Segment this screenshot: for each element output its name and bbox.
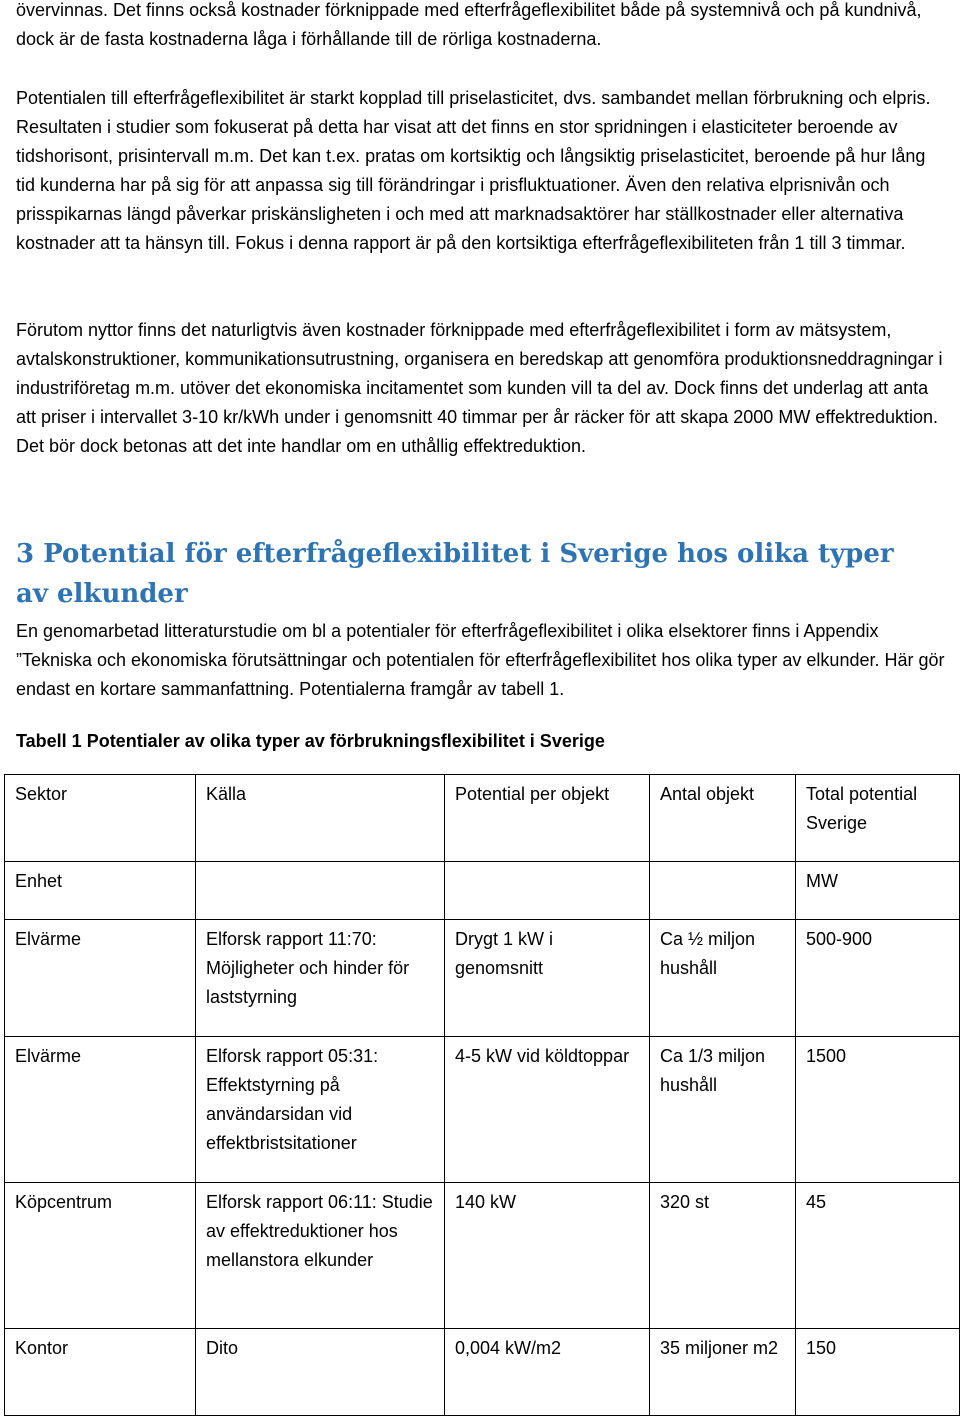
- table-row: [5, 1037, 960, 1183]
- table-cell: Enhet: [5, 862, 196, 920]
- table-cell: MW: [796, 862, 960, 920]
- table-cell: 320 st: [650, 1183, 796, 1329]
- section-heading: 3 Potential för efterfrågeflexibilitet i Sverige hos olika typer av elkunder: [16, 539, 894, 609]
- table-row: [5, 1329, 960, 1416]
- table-cell: Ca ½ miljon hushåll: [650, 920, 796, 1037]
- table-cell: 500-900: [796, 920, 960, 1037]
- table-cell: [196, 862, 445, 920]
- paragraph-costs-benefits: Förutom nyttor finns det naturligtvis även kostnader förknippade med efterfrågeflexibilitet i form av mätsystem, avtalskonstruktioner, kommunikationsutrustning, organisera en beredskap att genomföra produktionsneddragningar i industriföretag m.m. utöver det ekonomiska incitamentet som kunden vill ta del av. Dock finns det underlag att anta att priser i intervallet 3-10 kr/kWh under i genomsnitt 40 timmar per år räcker för att skapa 2000 MW effektreduktion. Det bör dock betonas att det inte handlar om en uthållig effektreduktion.: [16, 320, 943, 456]
- header-cell-antal-objekt: Antal objekt: [650, 775, 796, 862]
- table-cell: Ca 1/3 miljon hushåll: [650, 1037, 796, 1183]
- table-cell: Elvärme: [5, 920, 196, 1037]
- table-unit-row: [5, 862, 960, 920]
- table-row: [5, 1183, 960, 1329]
- table-cell: 0,004 kW/m2: [445, 1329, 650, 1416]
- table-cell: [650, 862, 796, 920]
- header-cell-kalla: Källa: [196, 775, 445, 862]
- table-cell: Kontor: [5, 1329, 196, 1416]
- table-cell: Köpcentrum: [5, 1183, 196, 1329]
- table-cell: 45: [796, 1183, 960, 1329]
- table-cell: Elforsk rapport 05:31: Effektstyrning på användarsidan vid effektbristsitationer: [196, 1037, 445, 1183]
- table-cell: [445, 862, 650, 920]
- table-cell: Elforsk rapport 06:11: Studie av effektreduktioner hos mellanstora elkunder: [196, 1183, 445, 1329]
- table-cell: 4-5 kW vid köldtoppar: [445, 1037, 650, 1183]
- table-cell: Elvärme: [5, 1037, 196, 1183]
- table-cell: 150: [796, 1329, 960, 1416]
- table-cell: 35 miljoner m2: [650, 1329, 796, 1416]
- table-caption: Tabell 1 Potentialer av olika typer av förbrukningsflexibilitet i Sverige: [16, 731, 605, 751]
- header-cell-potential-per-objekt: Potential per objekt: [445, 775, 650, 862]
- table-cell: 140 kW: [445, 1183, 650, 1329]
- header-cell-total-potential: Total potential Sverige: [796, 775, 960, 862]
- table-header-row: [5, 775, 960, 862]
- header-cell-sektor: Sektor: [5, 775, 196, 862]
- paragraph-literature-study: En genomarbetad litteraturstudie om bl a potentialer för efterfrågeflexibilitet i olika elsektorer finns i Appendix ”Tekniska och ekonomiska förutsättningar och potentialen för efterfrågeflexibilitet hos olika typer av elkunder. Här gör endast en kortare sammanfattning. Potentialerna framgår av tabell 1.: [16, 621, 945, 699]
- table-cell: Dito: [196, 1329, 445, 1416]
- table-cell: 1500: [796, 1037, 960, 1183]
- paragraph-costs-intro: övervinnas. Det finns också kostnader förknippade med efterfrågeflexibilitet både på systemnivå och på kundnivå, dock är de fasta kostnaderna låga i förhållande till de rörliga kostnaderna.: [16, 0, 922, 49]
- table-cell: Drygt 1 kW i genomsnitt: [445, 920, 650, 1037]
- potential-table: [4, 774, 960, 1416]
- table-cell: Elforsk rapport 11:70: Möjligheter och hinder för laststyrning: [196, 920, 445, 1037]
- paragraph-price-elasticity: Potentialen till efterfrågeflexibilitet är starkt kopplad till priselasticitet, dvs. sambandet mellan förbrukning och elpris. Resultaten i studier som fokuserat på detta har visat att det finns en stor spridningen i elasticiteter beroende av tidshorisont, prisintervall m.m. Det kan t.ex. pratas om kortsiktig och långsiktig priselasticitet, beroende på hur lång tid kunderna har på sig för att anpassa sig till förändringar i prisfluktuationer. Även den relativa elprisnivån och prisspikarnas längd påverkar priskänsligheten i och med att marknadsaktörer har ställkostnader eller alternativa kostnader att ta hänsyn till. Fokus i denna rapport är på den kortsiktiga efterfrågeflexibiliteten från 1 till 3 timmar.: [16, 88, 931, 253]
- table-row: [5, 920, 960, 1037]
